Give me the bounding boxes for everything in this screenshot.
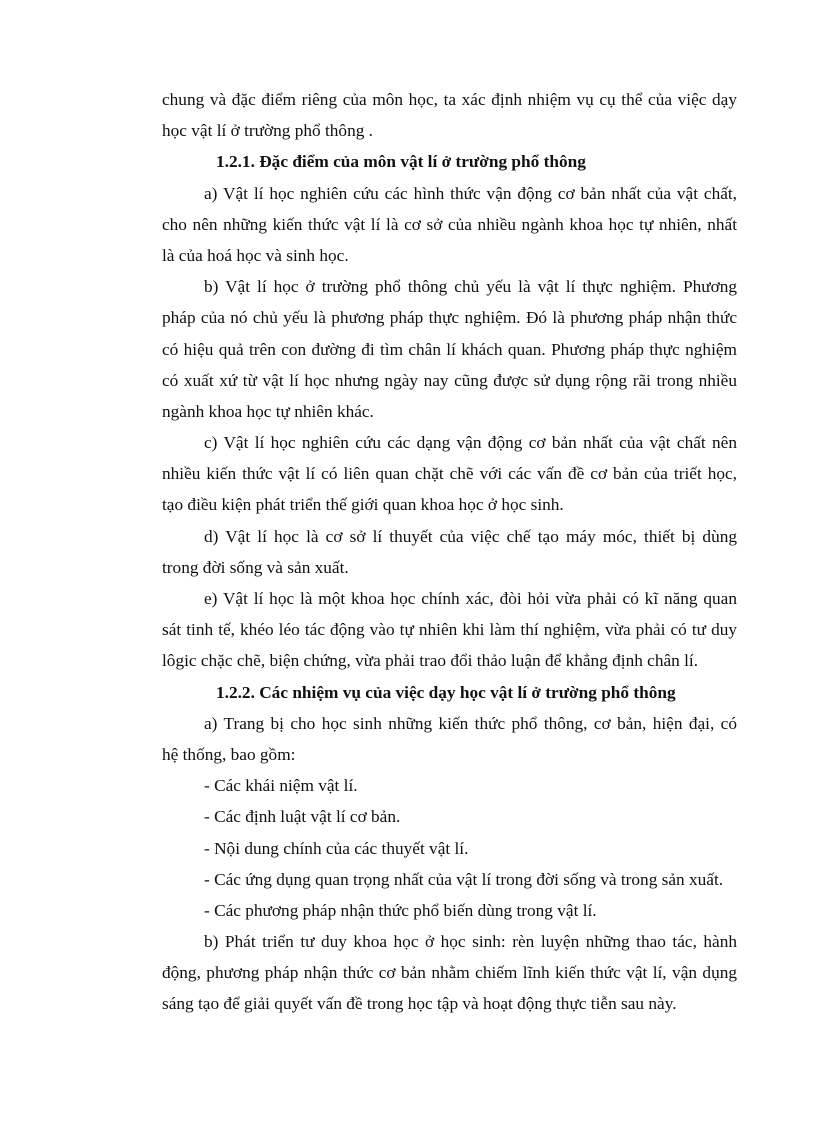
list-item: - Các phương pháp nhận thức phổ biến dùng trong vật lí. — [204, 900, 597, 920]
paragraph-line: động, phương pháp nhận thức cơ bản nhằm chiếm lĩnh kiến thức vật lí, vận dụng — [162, 963, 737, 983]
list-item: - Các khái niệm vật lí. — [204, 776, 358, 796]
paragraph-line: a) Vật lí học nghiên cứu các hình thức vận động cơ bản nhất của vật chất, — [204, 183, 737, 203]
list-item: - Các ứng dụng quan trọng nhất của vật lí trong đời sống và trong sản xuất. — [204, 869, 724, 889]
document-page — [162, 84, 737, 1020]
paragraph-line: có hiệu quả trên con đường đi tìm chân lí khách quan. Phương pháp thực nghiệm — [162, 339, 737, 359]
paragraph-line: có xuất xứ từ vật lí học nhưng ngày nay cũng được sử dụng rộng rãi trong nhiều — [162, 370, 737, 390]
list-item: - Các định luật vật lí cơ bản. — [204, 807, 401, 827]
paragraph-line: trong đời sống và sản xuất. — [162, 557, 349, 577]
list-item: - Nội dung chính của các thuyết vật lí. — [204, 838, 469, 858]
paragraph-line: ngành khoa học tự nhiên khác. — [162, 401, 374, 421]
paragraph-line: e) Vật lí học là một khoa học chính xác, đòi hỏi vừa phải có kĩ năng quan — [204, 589, 737, 608]
paragraph-line: sát tinh tế, khéo léo tác động vào tự nhiên khi làm thí nghiệm, vừa phải có tư duy — [162, 620, 737, 640]
intro-line: chung và đặc điểm riêng của môn học, ta xác định nhiệm vụ cụ thể của việc dạy — [162, 90, 737, 109]
paragraph-line: b) Vật lí học ở trường phổ thông chủ yếu là vật lí thực nghiệm. Phương — [204, 277, 737, 297]
paragraph-line: tạo điều kiện phát triển thế giới quan khoa học ở học sinh. — [162, 495, 564, 515]
paragraph-line: a) Trang bị cho học sinh những kiến thức phổ thông, cơ bản, hiện đại, có — [204, 713, 737, 733]
section-heading: 1.2.1. Đặc điểm của môn vật lí ở trường phổ thông — [216, 152, 586, 172]
intro-line: học vật lí ở trường phổ thông . — [162, 121, 373, 141]
paragraph-line: hệ thống, bao gồm: — [162, 744, 296, 764]
paragraph-line: cho nên những kiến thức vật lí là cơ sở của nhiều ngành khoa học tự nhiên, nhất — [162, 214, 737, 234]
paragraph-line: là của hoá học và sinh học. — [162, 245, 349, 265]
paragraph-line: lôgic chặc chẽ, biện chứng, vừa phải trao đổi thảo luận để khẳng định chân lí. — [162, 651, 699, 671]
paragraph-line: pháp của nó chủ yếu là phương pháp thực nghiệm. Đó là phương pháp nhận thức — [162, 308, 737, 328]
paragraph-line: d) Vật lí học là cơ sở lí thuyết của việc chế tạo máy móc, thiết bị dùng — [204, 526, 737, 546]
paragraph-line: nhiều kiến thức vật lí có liên quan chặt chẽ với các vấn đề cơ bản của triết học, — [162, 464, 737, 484]
paragraph-line: b) Phát triển tư duy khoa học ở học sinh: rèn luyện những thao tác, hành — [204, 932, 737, 952]
section-heading: 1.2.2. Các nhiệm vụ của việc dạy học vật lí ở trường phổ thông — [216, 682, 676, 702]
paragraph-line: sáng tạo để giải quyết vấn đề trong học tập và hoạt động thực tiễn sau này. — [162, 994, 677, 1014]
paragraph-line: c) Vật lí học nghiên cứu các dạng vận động cơ bản nhất của vật chất nên — [204, 433, 737, 453]
